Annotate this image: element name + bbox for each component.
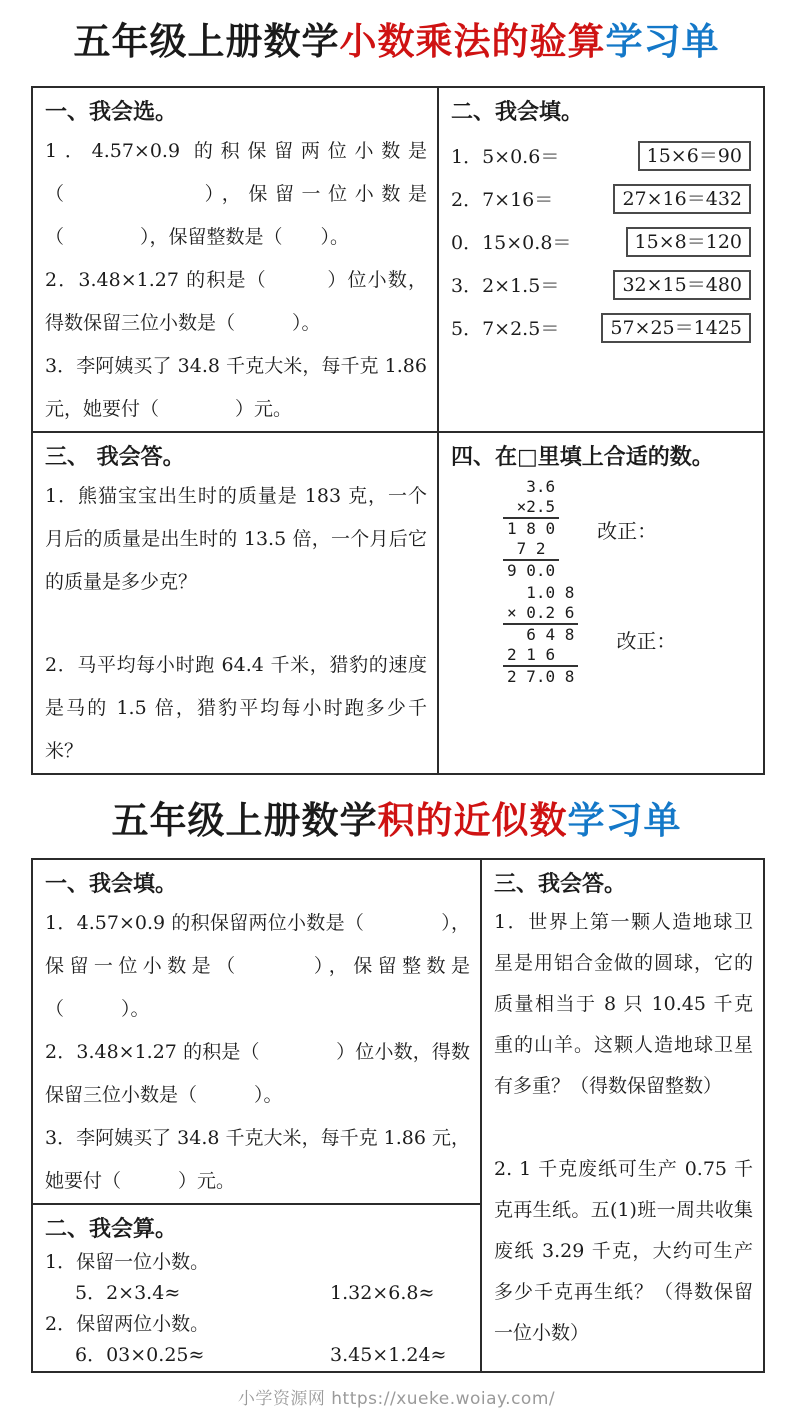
worksheet2-table — [31, 858, 765, 1373]
estimate-expression: 3.45×1.24≈ — [330, 1343, 447, 1366]
site-footer: 小学资源网 https://xueke.woiay.com/ — [237, 1388, 556, 1409]
ws2-section1-question1: 1．4.57×0.9 的积保留两位小数是（ ），保留一位小数是（ ），保留整数是（ ）。 — [45, 911, 470, 1020]
hint-box: 15×8＝120 — [626, 227, 751, 258]
worksheet2-title-suffix: 学习单 — [567, 799, 682, 843]
section3-heading: 三、 我会答。 — [45, 444, 185, 471]
calc-line: 6 4 8 — [503, 623, 578, 645]
worksheet2-title-grade: 五年级上册数学 — [111, 799, 378, 843]
worksheet1-title-suffix: 学习单 — [605, 20, 720, 63]
fill-row — [451, 177, 753, 220]
ws2-section3-heading: 三、我会答。 — [494, 870, 627, 897]
hint-box: 15×6＝90 — [638, 141, 751, 172]
ws2-section2-sub1: 1．保留一位小数。 — [45, 1250, 210, 1273]
fill-row — [451, 263, 753, 306]
estimate-expression: 6．03×0.25≈ — [75, 1343, 205, 1366]
ws2-section1-question3: 3．李阿姨买了 34.8 千克大米，每千克 1.86 元，她要付（ ）元。 — [45, 1126, 470, 1192]
vertical-calc2-block — [503, 583, 753, 687]
calc-line: 3.6 — [507, 477, 556, 497]
vertical-calc1 — [503, 477, 559, 581]
calc-line: 2 1 6 — [507, 645, 556, 665]
worksheet1-table — [31, 86, 765, 775]
hint-box: 57×25＝1425 — [601, 313, 751, 344]
worksheet2-section1-cell — [32, 859, 481, 1204]
section1-question3: 3．李阿姨买了 34.8 千克大米，每千克 1.86 元，她要付（ ）元。 — [45, 355, 427, 421]
hint-box: 32×15＝480 — [613, 270, 751, 301]
fill-expression: 1．5×0.6＝ — [451, 146, 560, 169]
calc-line: ×2.5 — [507, 497, 556, 517]
worksheet2-title — [0, 799, 793, 843]
fill-row — [451, 134, 753, 177]
section3-question2: 2．马平均每小时跑 64.4 千米，猎豹的速度是马的 1.5 倍，猎豹平均每小时跑多少千米？ — [45, 654, 427, 763]
fill-expression: 0．15×0.8＝ — [451, 232, 572, 255]
section1-heading: 一、我会选。 — [45, 99, 178, 126]
hint-box: 27×16＝432 — [613, 184, 751, 215]
ws2-section2-heading: 二、我会算。 — [45, 1215, 178, 1242]
fill-row — [451, 306, 753, 349]
worksheet1-section3-cell — [32, 432, 438, 774]
section4-heading: 四、在□里填上合适的数。 — [451, 444, 714, 471]
correction-label: 改正： — [597, 519, 658, 544]
ws2-estimate-row2 — [45, 1340, 470, 1371]
section2-fill-list — [451, 134, 753, 349]
fill-expression: 5．7×2.5＝ — [451, 318, 560, 341]
worksheet1-title — [0, 20, 793, 64]
worksheet1-section2-cell — [438, 87, 764, 432]
ws2-estimate-row1 — [45, 1278, 470, 1309]
worksheet2-section3-cell — [481, 859, 764, 1372]
section1-question1: 1．4.57×0.9 的积保留两位小数是（ ），保留一位小数是（ ），保留整数是（ ）。 — [45, 140, 427, 249]
vertical-calc1-block — [503, 477, 753, 581]
ws2-section1-heading: 一、我会填。 — [45, 870, 178, 897]
ws2-section2-sub2: 2．保留两位小数。 — [45, 1312, 210, 1335]
section2-heading: 二、我会填。 — [451, 99, 584, 126]
section1-question2: 2．3.48×1.27 的积是（ ）位小数，得数保留三位小数是（ ）。 — [45, 269, 427, 335]
calc-line: × 0.2 6 — [507, 603, 575, 623]
calc-line: 9 0.0 — [503, 559, 559, 581]
section3-question1: 1．熊猫宝宝出生时的质量是 183 克，一个月后的质量是出生时的 13.5 倍，一个月后它的质量是多少克？ — [45, 485, 427, 594]
calc-line: 1 8 0 — [503, 517, 559, 539]
worksheet2-section2-cell — [32, 1204, 481, 1372]
worksheet2-title-topic: 积的近似数 — [377, 799, 568, 843]
fill-expression: 3．2×1.5＝ — [451, 275, 560, 298]
correction-label: 改正： — [616, 629, 677, 654]
vertical-calc2 — [503, 583, 578, 687]
ws2-section3-question2: 2. 1 千克废纸可生产 0.75 千克再生纸。五(1)班一周共收集废纸 3.29 千克，大约可生产多少千克再生纸？（得数保留一位小数） — [494, 1157, 753, 1344]
worksheet1-title-grade: 五年级上册数学 — [73, 20, 340, 63]
estimate-expression: 1.32×6.8≈ — [330, 1281, 435, 1304]
estimate-expression: 5．2×3.4≈ — [75, 1281, 181, 1304]
calc-line: 1.0 8 — [507, 583, 575, 603]
calc-line: 7 2 — [507, 539, 546, 559]
fill-row — [451, 220, 753, 263]
worksheet1-title-topic: 小数乘法的验算 — [339, 20, 606, 63]
calc-line: 2 7.0 8 — [503, 665, 578, 687]
worksheet1-section4-cell — [438, 432, 764, 774]
worksheet1-section1-cell — [32, 87, 438, 432]
ws2-section3-question1: 1．世界上第一颗人造地球卫星是用铝合金做的圆球，它的质量相当于 8 只 10.45 千克重的山羊。这颗人造地球卫星有多重？（得数保留整数） — [494, 910, 753, 1097]
fill-expression: 2．7×16＝ — [451, 189, 554, 212]
ws2-section1-question2: 2．3.48×1.27 的积是（ ）位小数，得数保留三位小数是（ ）。 — [45, 1040, 470, 1106]
